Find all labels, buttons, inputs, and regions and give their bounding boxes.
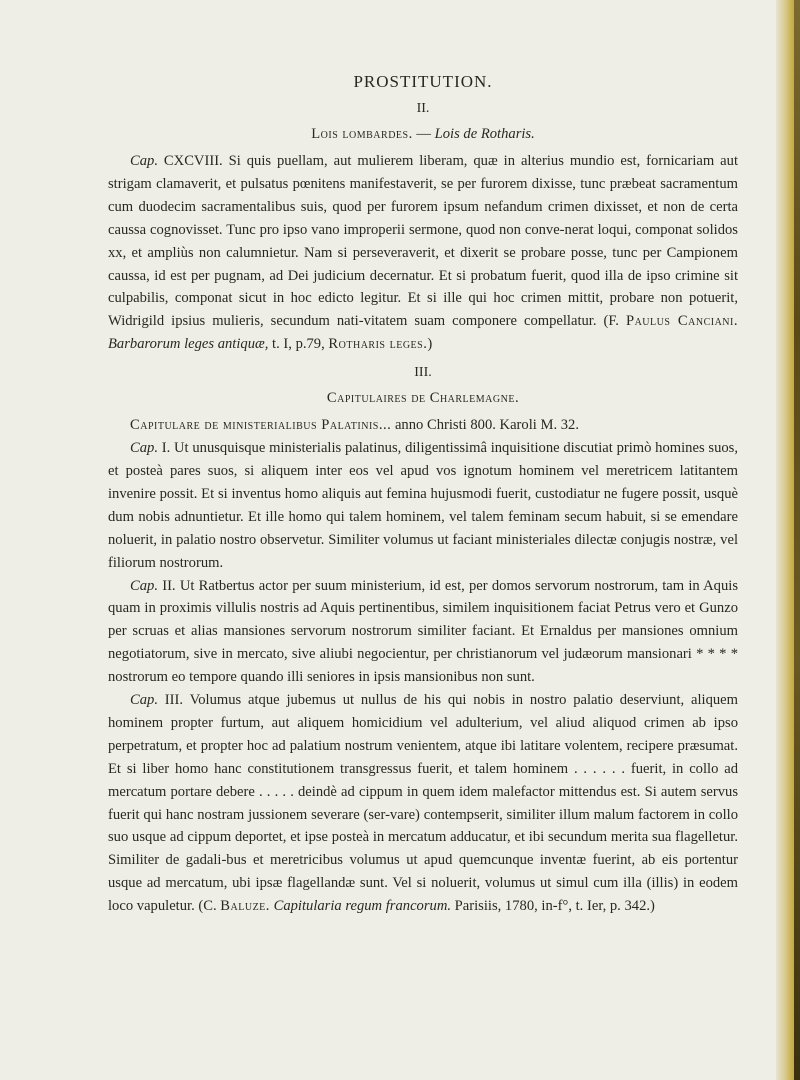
- paragraph-rotharis: [108, 150, 738, 356]
- paragraph-text: III. Volumus atque jubemus ut nullus de his qui nobis in nostro palatio deserviunt, aliquem hominem propter furtum, aut aliquem homicidium vel adulterium, vel aliud aliquod crimen ab ipso perpetratum, et propter hoc ad palatium nostrum venientem, atque ibi latitare volentem, recipere præsumat. Et si liber homo hanc constitutionem transgressus fuerit, et talem hominem . . . . . . fuerit, in collo ad mercatum portare debere . . . . . deindè ad cippum in quem idem malefactor mittendus est. Si autem servus fuerit qui hanc nostram jussionem severare (ser-vare) contempserit, similiter illum malum factorem in collo suo usque ad cippum deportet, et ipse posteà in mercatum adducatur, et ibi secundum merita sua flagelletur. Similiter de gadali-bus et meretricibus volumus ut apud quemcunque inventæ fuerint, ab eis portentur usque ad mercatum, ubi ipsæ flagellandæ sunt. Vel si noluerit, volumus ut simul cum illa (illis) in eodem loco vapuletur. (C.: [108, 692, 738, 915]
- citation-title: Barbarorum leges antiquæ,: [108, 336, 269, 353]
- page-edge-shadow: [794, 0, 800, 1080]
- paragraph-text: II. Ut Ratbertus actor per suum ministerium, id est, per domos servorum nostrorum, tam in Aquis quam in proximis villulis nostris ad Aquis pertinentibus, similem inquisitionem faciat Petrus vero et Gunzo per scruas et alias mansiones servorum nostrorum similiter faciant. Et Ernaldus per mansiones omnium negotiatorum, sive in mercato, sive aliubi negocientur, per christianorum vel judæorum mansionari * * * * nostrorum eo tempore quando illi seniores in ipsis mansionibus non sunt.: [108, 577, 738, 686]
- paragraph-cap-2: [108, 575, 738, 690]
- cap-label: Cap.: [130, 153, 158, 169]
- cap-label: Cap.: [130, 440, 158, 457]
- citation-title: Capitularia regum francorum.: [269, 898, 452, 915]
- section-heading-3: Capitulaires de Charlemagne.: [326, 390, 520, 407]
- intro-rest: anno Christi 800. Karoli M. 32.: [391, 417, 579, 434]
- section-number-2: II.: [416, 101, 430, 116]
- heading-left: Lois lombardes.: [311, 126, 413, 142]
- paragraph-cap-1: [108, 437, 738, 574]
- section-number-3: III.: [414, 365, 432, 381]
- paragraph-text: CXCVIII. Si quis puellam, aut mulierem liberam, quæ in alterius mundio est, fornicariam aut strigam clamaverit, et pulsatus pœnitens manifestaverit, se per furorem dixisse, tunc præbeat sacramentum cum duodecim sacramentalibus suis, quod per furorem ipsum nefandum crimen dixisset, et non de certa caussa cognovisset. Tunc pro ipso vano improperii sermone, quod non conve-nerat loqui, componat solidos xx, et ampliùs non calumnietur. Nam si perseveraverit, et dixerit se probare posse, tunc per Campionem caussa, id est per pugnam, ad Dei judicium decernatur. Et si probatum fuerit, quod illa de ipso crimine sit culpabilis, componat sicut in hoc edicto legitur. Et si ille qui hoc crimen mittit, probare non potuerit, Widrigild ipsius mulieris, secundum nati-vitatem suam componere compellatur. (F.: [108, 153, 738, 330]
- section-heading-2: [108, 124, 738, 144]
- cap-label: Cap.: [130, 577, 158, 594]
- page-text: [108, 72, 738, 918]
- heading-right: Lois de Rotharis.: [434, 126, 535, 142]
- intro-title: Capitulare de ministerialibus Palatinis...: [130, 417, 392, 434]
- citation-tail: t. I, p.79,: [268, 336, 329, 353]
- citation-author: Baluze.: [220, 898, 270, 915]
- cap-label: Cap.: [130, 692, 158, 709]
- citation-end: ): [427, 336, 433, 353]
- citation-tail: Parisiis, 1780, in-f°, t. Ier, p. 342.): [451, 898, 655, 915]
- paragraph-text: I. Ut unusquisque ministerialis palatinus, diligentissimâ inquisitione discutiat primò homines suos, et posteà pares suos, si aliquem inter eos vel apud vos ignotum hominem vel meretricem latitantem invenire possit. Et si inventus homo aliquis aut femina hujusmodi fuerit, custodiatur ne fugere possit, usquè dum nobis adnuntietur. Et ille homo qui talem hominem, vel talem feminam secum habuit, si se emendare noluerit, in palatio nostro observetur. Similiter volumus ut faciant ministeriales dilectæ conjugis nostræ, vel filiorum nostrorum.: [108, 440, 738, 571]
- running-head: PROSTITUTION.: [353, 72, 493, 91]
- citation-tail-sc: Rotharis leges.: [328, 336, 428, 353]
- capitulare-intro: [108, 414, 738, 437]
- paragraph-cap-3: [108, 689, 738, 918]
- heading-dash: —: [412, 126, 435, 142]
- citation-author: Paulus Canciani.: [625, 313, 738, 330]
